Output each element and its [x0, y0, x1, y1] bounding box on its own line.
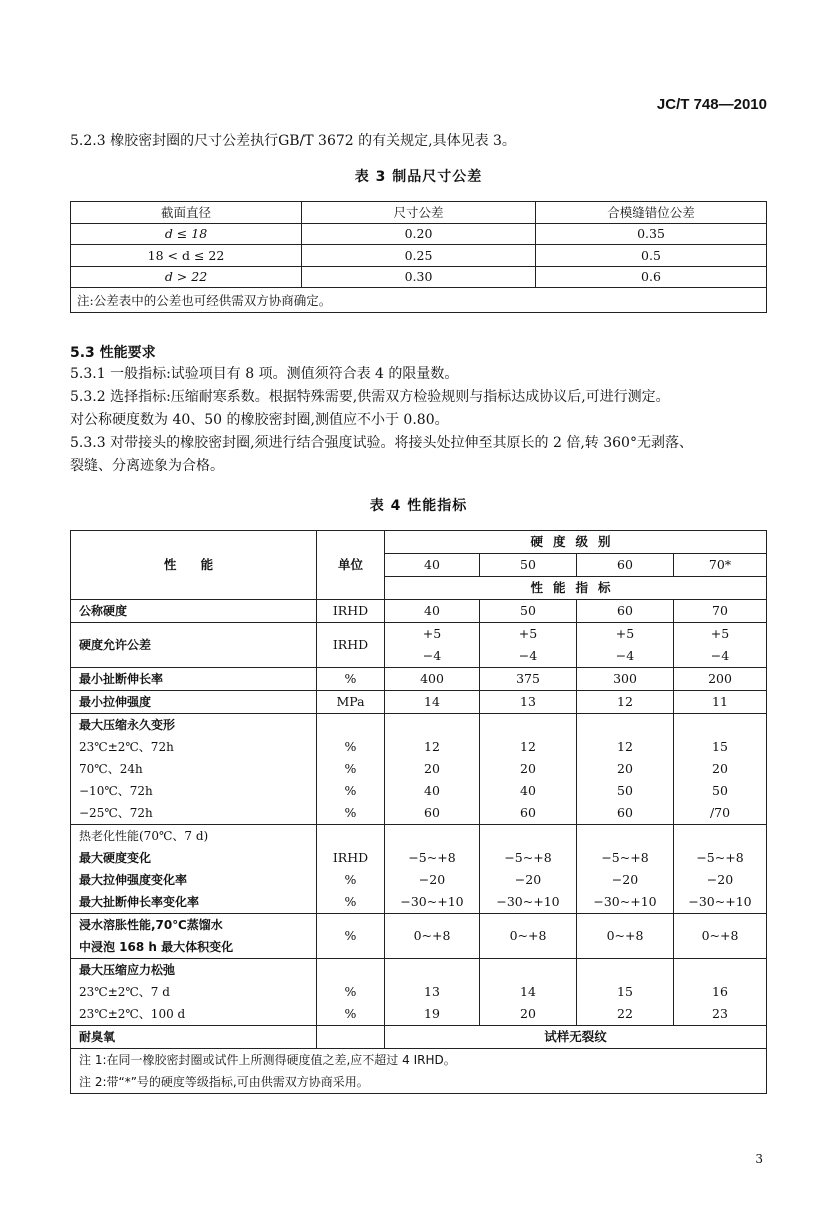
row-unit: % % % %: [317, 714, 385, 825]
row-label: 最小扯断伸长率: [71, 668, 317, 691]
page-number: 3: [755, 1152, 763, 1166]
row-label: 硬度允许公差: [71, 623, 317, 668]
table3-cell: 18 < d ≤ 22: [71, 245, 302, 267]
cell: 12 20 40 60: [480, 714, 577, 825]
row-label: 热老化性能(70℃、7 d) 最大硬度变化 最大拉伸强度变化率 最大扯断伸长率变化率: [71, 825, 317, 914]
table-row: [71, 668, 767, 691]
clause-5-2-3: 5.2.3 橡胶密封圈的尺寸公差执行GB/T 3672 的有关规定,具体见表 3。: [70, 133, 516, 149]
cell: 14 20: [480, 959, 577, 1026]
table-row: [71, 245, 767, 267]
table3-cell: 0.6: [536, 266, 767, 288]
table-row: [71, 266, 767, 288]
table4-header-performance: 性 能: [71, 531, 317, 600]
row-unit: IRHD: [317, 623, 385, 668]
table-row: [71, 223, 767, 245]
row-label: 耐臭氧: [71, 1026, 317, 1049]
clause-5-3-3-line2: 裂缝、分离迹象为合格。: [70, 458, 224, 474]
cell: 0~+8: [385, 914, 480, 959]
row-label: 最小拉伸强度: [71, 691, 317, 714]
table-row: [71, 1026, 767, 1049]
cell: 13: [480, 691, 577, 714]
clause-5-3-1: 5.3.1 一般指标:试验项目有 8 项。测值须符合表 4 的限量数。: [70, 366, 459, 382]
table3-note: 注:公差表中的公差也可经供需双方协商确定。: [71, 288, 767, 313]
clause-5-3-2-line1: 5.3.2 选择指标:压缩耐寒系数。根据特殊需要,供需双方检验规则与指标达成协议后,可进行测定。: [70, 389, 670, 405]
table-row: [71, 623, 767, 668]
table-row: [71, 959, 767, 1026]
cell: −5~+8 −20 −30~+10: [480, 825, 577, 914]
table4-grade: 40: [385, 554, 480, 577]
cell: 15 20 50 /70: [674, 714, 767, 825]
cell: +5 −4: [480, 623, 577, 668]
table4-header-unit: 单位: [317, 531, 385, 600]
cell: 400: [385, 668, 480, 691]
row-unit: %: [317, 914, 385, 959]
row-label: 最大压缩永久变形 23℃±2℃、72h 70℃、24h −10℃、72h −25℃、72h: [71, 714, 317, 825]
cell: +5 −4: [577, 623, 674, 668]
row-label: 浸水溶胀性能,70℃蒸馏水 中浸泡 168 h 最大体积变化: [71, 914, 317, 959]
row-unit: IRHD % %: [317, 825, 385, 914]
clause-5-3-2-line2: 对公称硬度数为 40、50 的橡胶密封圈,测值应不小于 0.80。: [70, 412, 449, 428]
table-row: [71, 914, 767, 959]
table4-header-grade: 硬度级别: [385, 531, 767, 554]
table3-cell: 0.30: [302, 266, 536, 288]
table3-header: 合模缝错位公差: [536, 202, 767, 224]
table3-cell: 0.5: [536, 245, 767, 267]
cell: −5~+8 −20 −30~+10: [674, 825, 767, 914]
cell: 0~+8: [674, 914, 767, 959]
cell: 14: [385, 691, 480, 714]
cell: 375: [480, 668, 577, 691]
standard-code-header: JC/T 748—2010: [656, 96, 767, 113]
cell: 13 19: [385, 959, 480, 1026]
cell: −5~+8 −20 −30~+10: [577, 825, 674, 914]
cell: −5~+8 −20 −30~+10: [385, 825, 480, 914]
table3-cell: 0.20: [302, 223, 536, 245]
table4-notes: 注 1:在同一橡胶密封圈或试件上所测得硬度值之差,应不超过 4 IRHD。 注 2:带“*”号的硬度等级指标,可由供需双方协商采用。: [71, 1049, 767, 1094]
table4-grade: 50: [480, 554, 577, 577]
clause-5-3-heading: 5.3 性能要求: [70, 345, 156, 361]
cell: 12 20 50 60: [577, 714, 674, 825]
table3-header: 截面直径: [71, 202, 302, 224]
ozone-result: 试样无裂纹: [385, 1026, 767, 1049]
cell: +5 −4: [674, 623, 767, 668]
cell: 15 22: [577, 959, 674, 1026]
row-unit: [317, 1026, 385, 1049]
cell: 12 20 40 60: [385, 714, 480, 825]
cell: 50: [480, 600, 577, 623]
table3-cell: 0.25: [302, 245, 536, 267]
cell: 12: [577, 691, 674, 714]
row-unit: MPa: [317, 691, 385, 714]
row-unit: %: [317, 668, 385, 691]
table-row: [71, 691, 767, 714]
cell: 0~+8: [480, 914, 577, 959]
table4-header-index: 性能指标: [385, 577, 767, 600]
table4-caption: 表 4 性能指标: [369, 498, 468, 514]
table3-dimension-tolerance: [70, 201, 767, 313]
table3-header: 尺寸公差: [302, 202, 536, 224]
cell: +5 −4: [385, 623, 480, 668]
table-row: [71, 825, 767, 914]
clause-5-3-3-line1: 5.3.3 对带接头的橡胶密封圈,须进行结合强度试验。将接头处拉伸至其原长的 2 倍,转 360°无剥落、: [70, 435, 693, 451]
cell: 70: [674, 600, 767, 623]
row-label: 最大压缩应力松弛 23℃±2℃、7 d 23℃±2℃、100 d: [71, 959, 317, 1026]
table4-grade: 60: [577, 554, 674, 577]
table4-grade: 70*: [674, 554, 767, 577]
table3-cell: d > 22: [71, 266, 302, 288]
table3-caption: 表 3 制品尺寸公差: [354, 169, 483, 185]
cell: 16 23: [674, 959, 767, 1026]
row-unit: IRHD: [317, 600, 385, 623]
row-label: 公称硬度: [71, 600, 317, 623]
cell: 11: [674, 691, 767, 714]
table4-performance-indices: [70, 530, 767, 1094]
cell: 200: [674, 668, 767, 691]
cell: 60: [577, 600, 674, 623]
cell: 300: [577, 668, 674, 691]
cell: 40: [385, 600, 480, 623]
cell: 0~+8: [577, 914, 674, 959]
row-unit: % %: [317, 959, 385, 1026]
table3-cell: d ≤ 18: [71, 223, 302, 245]
table3-cell: 0.35: [536, 223, 767, 245]
table-row: [71, 600, 767, 623]
table-row: [71, 714, 767, 825]
